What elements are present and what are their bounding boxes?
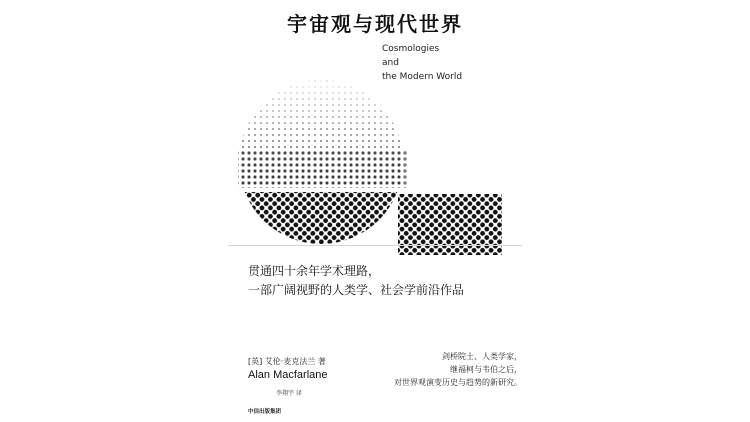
book-title-chinese: 宇宙观与现代世界 — [287, 12, 463, 36]
title-en-line-1: Cosmologies — [382, 44, 440, 54]
title-en-line-3: the Modern World — [382, 72, 463, 82]
cover-blurb — [388, 350, 522, 389]
blurb-line-3: 对世界观演变历史与趋势的新研究。 — [394, 378, 522, 387]
tagline-line-1: 贯通四十余年学术理路， — [248, 264, 381, 278]
halftone-artwork — [228, 0, 522, 260]
book-cover — [228, 0, 522, 422]
blurb-line-1: 剑桥院士、人类学家， — [442, 352, 522, 361]
title-en-line-2: and — [382, 58, 399, 68]
blurb-line-2: 继福柯与韦伯之后， — [450, 365, 522, 374]
translator-credit: 李翔宇 译 — [276, 390, 302, 397]
author-chinese: [英] 艾伦·麦克法兰 著 — [248, 357, 326, 366]
author-english: Alan Macfarlane — [248, 369, 328, 381]
tagline-line-2: 一部广阔视野的人类学、社会学前沿作品 — [248, 283, 465, 297]
publisher-logo-text: 中信出版集团 — [248, 409, 282, 415]
cover-tagline — [248, 262, 508, 300]
cover-divider — [228, 245, 522, 246]
